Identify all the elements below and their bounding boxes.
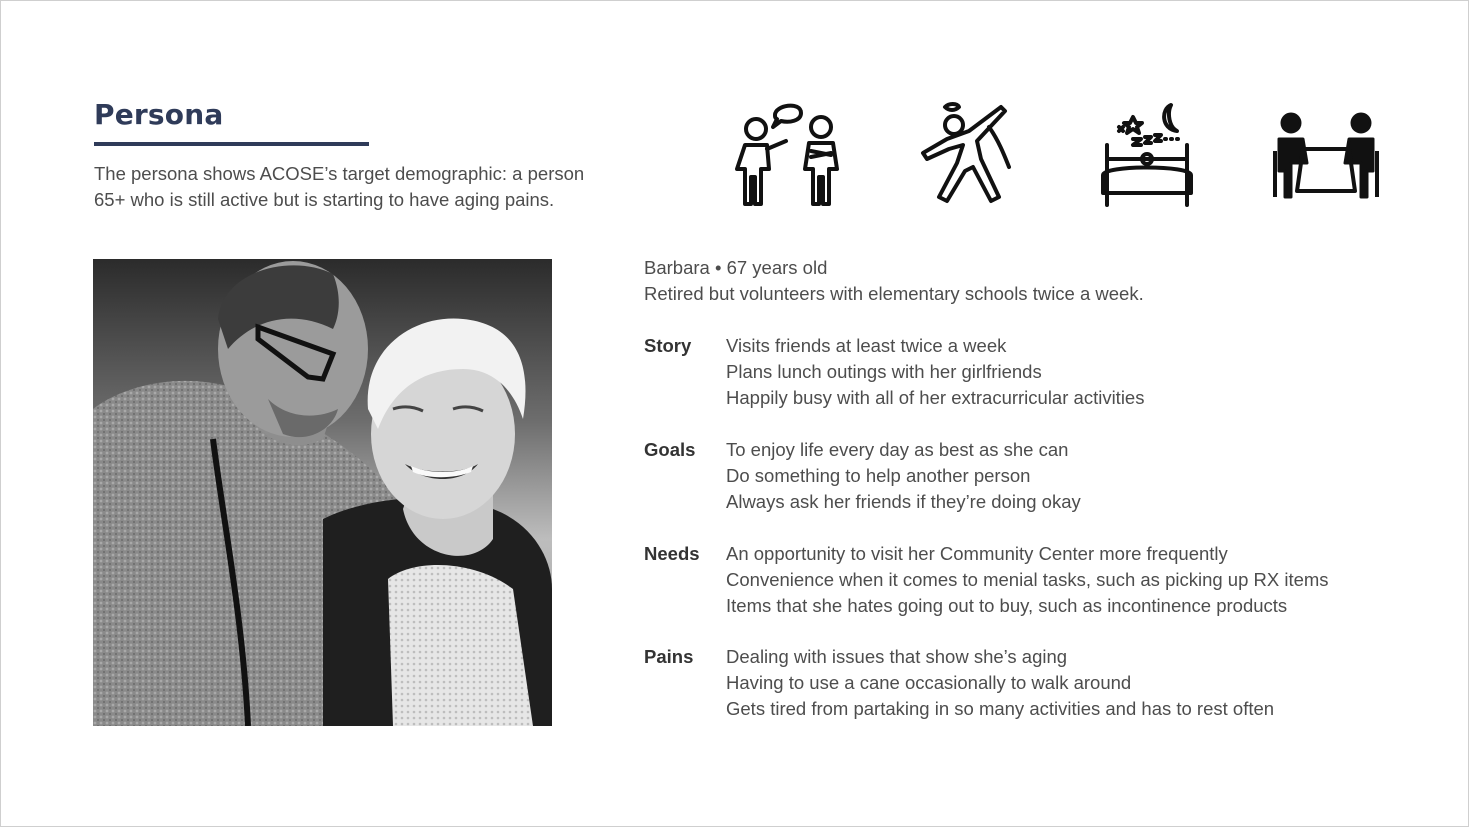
- pains-label: Pains: [644, 646, 694, 667]
- pains-items: [726, 644, 1274, 722]
- needs-items: [726, 541, 1329, 619]
- conversation-icon: [731, 99, 841, 211]
- list-item: Convenience when it comes to menial tasks, such as picking up RX items: [726, 569, 1329, 590]
- exercise-icon: [919, 101, 1015, 209]
- list-item: Dealing with issues that show she’s aging: [726, 646, 1068, 667]
- persona-bio: [644, 255, 1144, 307]
- intro-line-2: 65+ who is still active but is starting to have aging pains.: [94, 189, 555, 210]
- goals-label: Goals: [644, 439, 696, 460]
- list-item: Gets tired from partaking in so many activities and has to rest often: [726, 698, 1275, 719]
- couple-photo: [93, 259, 552, 726]
- story-items: [726, 333, 1144, 411]
- list-item: Do something to help another person: [726, 465, 1031, 486]
- list-item: Always ask her friends if they’re doing okay: [726, 491, 1081, 512]
- page-title: Persona: [94, 98, 224, 131]
- list-item: An opportunity to visit her Community Center more frequently: [726, 543, 1228, 564]
- list-item: Visits friends at least twice a week: [726, 335, 1007, 356]
- list-item: To enjoy life every day as best as she can: [726, 439, 1069, 460]
- list-item: Plans lunch outings with her girlfriends: [726, 361, 1042, 382]
- list-item: Happily busy with all of her extracurricular activities: [726, 387, 1145, 408]
- goals-items: [726, 437, 1081, 515]
- list-item: Items that she hates going out to buy, such as incontinence products: [726, 595, 1288, 616]
- needs-label: Needs: [644, 543, 700, 564]
- intro-text: [94, 161, 614, 213]
- dining-table-icon: [1273, 111, 1379, 201]
- title-underline: [94, 142, 369, 146]
- intro-line-1: The persona shows ACOSE’s target demographic: a person: [94, 163, 585, 184]
- story-label: Story: [644, 335, 692, 356]
- list-item: Having to use a cane occasionally to walk around: [726, 672, 1132, 693]
- sleeping-bed-icon: [1099, 101, 1195, 209]
- persona-name-age: Barbara • 67 years old: [644, 257, 828, 278]
- persona-occupation: Retired but volunteers with elementary schools twice a week.: [644, 283, 1144, 304]
